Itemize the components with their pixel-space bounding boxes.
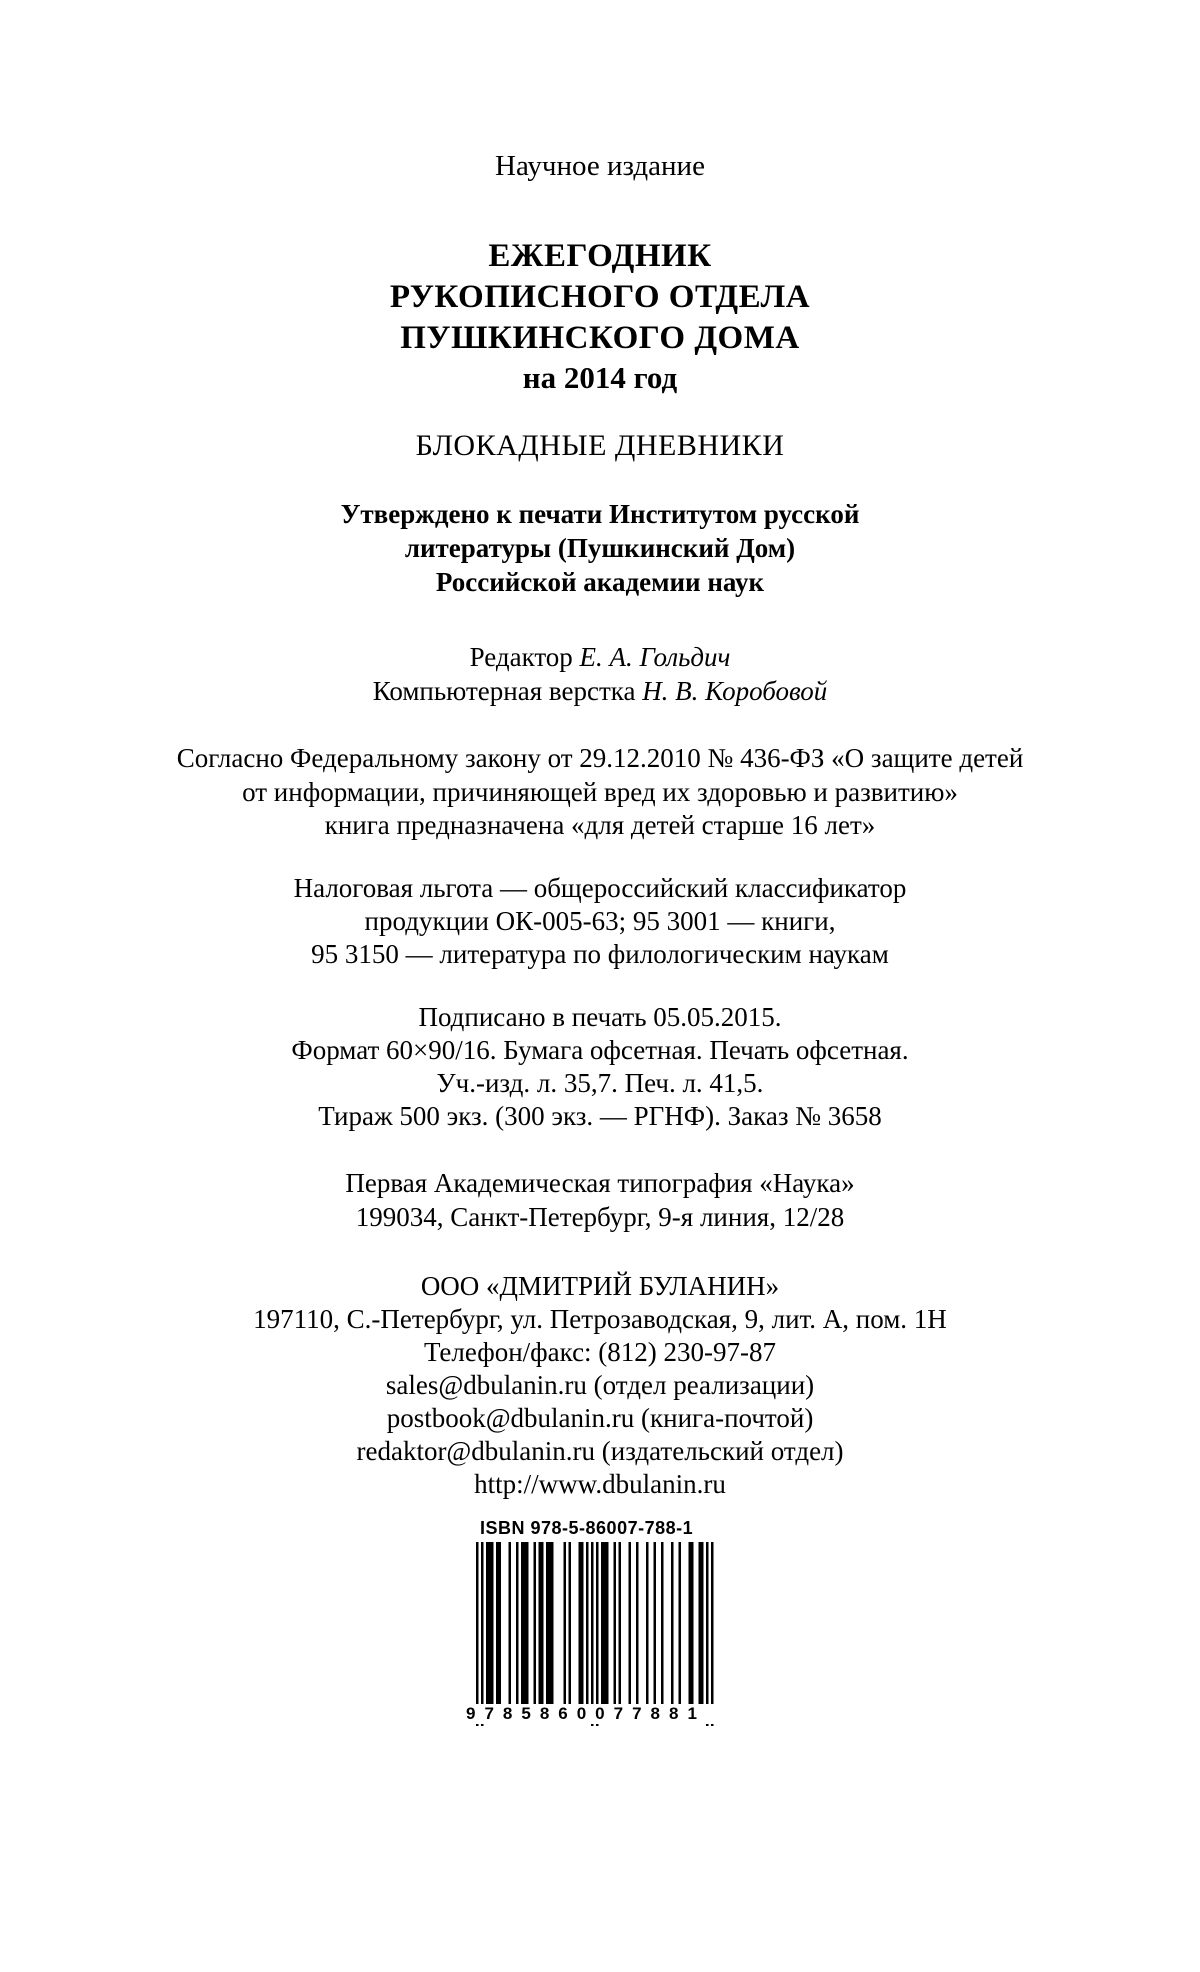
approval-line-1: Утверждено к печати Институтом русской — [340, 499, 860, 529]
publisher-email-post: postbook@dbulanin.ru (книга-почтой) — [386, 1403, 814, 1433]
barcode-bar — [706, 1542, 709, 1726]
barcode-bar — [711, 1542, 714, 1726]
barcode-digits: 9785860077881 — [466, 1704, 726, 1724]
barcode-bar — [496, 1542, 499, 1704]
barcode-bar — [521, 1542, 524, 1704]
tax-line-3: 95 3150 — литература по филологическим наукам — [311, 939, 889, 969]
barcode-bar — [546, 1542, 549, 1704]
isbn-barcode — [462, 1542, 724, 1726]
title-year: на 2014 год — [522, 360, 678, 395]
barcode-bar — [581, 1542, 584, 1704]
barcode-bar — [541, 1542, 544, 1704]
barcode-bar — [491, 1542, 494, 1704]
print-info-line-3: Уч.-изд. л. 35,7. Печ. л. 41,5. — [436, 1068, 764, 1098]
title-line-2: РУКОПИСНОГО ОТДЕЛА — [389, 279, 811, 315]
barcode-bar — [636, 1542, 639, 1704]
title-line-1: ЕЖЕГОДНИК — [488, 238, 712, 274]
barcode-bar — [614, 1542, 617, 1704]
barcode-bar — [601, 1542, 604, 1704]
barcode-bar — [701, 1542, 704, 1704]
barcode-bar — [539, 1542, 542, 1704]
barcode-bar — [661, 1542, 664, 1704]
publisher-phone: Телефон/факс: (812) 230-97-87 — [423, 1337, 777, 1367]
law-notice-line-1: Согласно Федеральному закону от 29.12.2010 № 436-ФЗ «О защите детей — [176, 743, 1024, 773]
layout-credit — [0, 675, 1200, 707]
barcode-bar — [534, 1542, 537, 1704]
barcode-bar — [586, 1542, 589, 1704]
barcode-bar — [524, 1542, 527, 1704]
barcode-bar — [526, 1542, 529, 1704]
barcode-bar — [579, 1542, 582, 1704]
editor-credit — [0, 641, 1200, 673]
barcode-bar — [564, 1542, 567, 1704]
tax-line-1: Налоговая льгота — общероссийский классификатор — [293, 873, 907, 903]
editor-name: Е. А. Гольдич — [579, 642, 731, 672]
barcode-bar — [499, 1542, 502, 1704]
barcode-bar — [606, 1542, 609, 1704]
barcode-bar — [619, 1542, 622, 1704]
barcode-bar — [699, 1542, 702, 1704]
isbn-label: ISBN 978-5-86007-788-1 — [480, 1518, 694, 1538]
barcode-bar — [549, 1542, 552, 1704]
barcode-bar — [509, 1542, 512, 1704]
tax-line-2: продукции ОК-005-63; 95 3001 — книги, — [364, 906, 836, 936]
layout-label: Компьютерная верстка — [372, 676, 643, 706]
publisher-email-editor: redaktor@dbulanin.ru (издательский отдел) — [356, 1436, 844, 1466]
barcode-bar — [596, 1542, 599, 1726]
barcode-bar — [489, 1542, 492, 1704]
law-notice-line-3: книга предназначена «для детей старше 16 лет» — [324, 810, 876, 840]
print-info-line-4: Тираж 500 экз. (300 экз. — РГНФ). Заказ № 3658 — [318, 1101, 882, 1131]
print-info-line-1: Подписано в печать 05.05.2015. — [418, 1002, 782, 1032]
barcode-bar — [486, 1542, 489, 1704]
barcode-bar — [646, 1542, 649, 1704]
publisher-email-sales: sales@dbulanin.ru (отдел реализации) — [385, 1370, 815, 1400]
barcode-bar — [691, 1542, 694, 1704]
barcode-bar — [604, 1542, 607, 1704]
publisher-name: ООО «ДМИТРИЙ БУЛАНИН» — [420, 1271, 780, 1301]
approval-line-3: Российской академии наук — [435, 567, 765, 597]
barcode-bar — [551, 1542, 554, 1704]
printer-line-2: 199034, Санкт-Петербург, 9-я линия, 12/28 — [355, 1202, 845, 1232]
publisher-address: 197110, С.-Петербург, ул. Петрозаводская, 9, лит. А, пом. 1Н — [253, 1304, 947, 1334]
barcode-bar — [476, 1542, 479, 1726]
barcode-bar — [671, 1542, 674, 1704]
barcode-bar — [569, 1542, 572, 1704]
barcode-bar — [689, 1542, 692, 1704]
title-line-3: ПУШКИНСКОГО ДОМА — [400, 320, 800, 356]
print-info-line-2: Формат 60×90/16. Бумага офсетная. Печать офсетная. — [291, 1035, 909, 1065]
barcode-bar — [516, 1542, 519, 1704]
layout-name: Н. В. Коробовой — [642, 676, 828, 706]
publisher-website: http://www.dbulanin.ru — [474, 1469, 726, 1499]
volume-subtitle: БЛОКАДНЫЕ ДНЕВНИКИ — [415, 429, 785, 462]
barcode-bar — [679, 1542, 682, 1704]
law-notice-line-2: от информации, причиняющей вред их здоровью и развитию» — [242, 777, 958, 807]
editor-label: Редактор — [469, 642, 580, 672]
publication-type: Научное издание — [495, 150, 705, 182]
barcode-bar — [629, 1542, 632, 1704]
barcode-bar — [654, 1542, 657, 1704]
barcode-bar — [591, 1542, 594, 1726]
approval-line-2: литературы (Пушкинский Дом) — [404, 533, 796, 563]
barcode-bar — [481, 1542, 484, 1726]
printer-line-1: Первая Академическая типография «Наука» — [345, 1168, 855, 1198]
